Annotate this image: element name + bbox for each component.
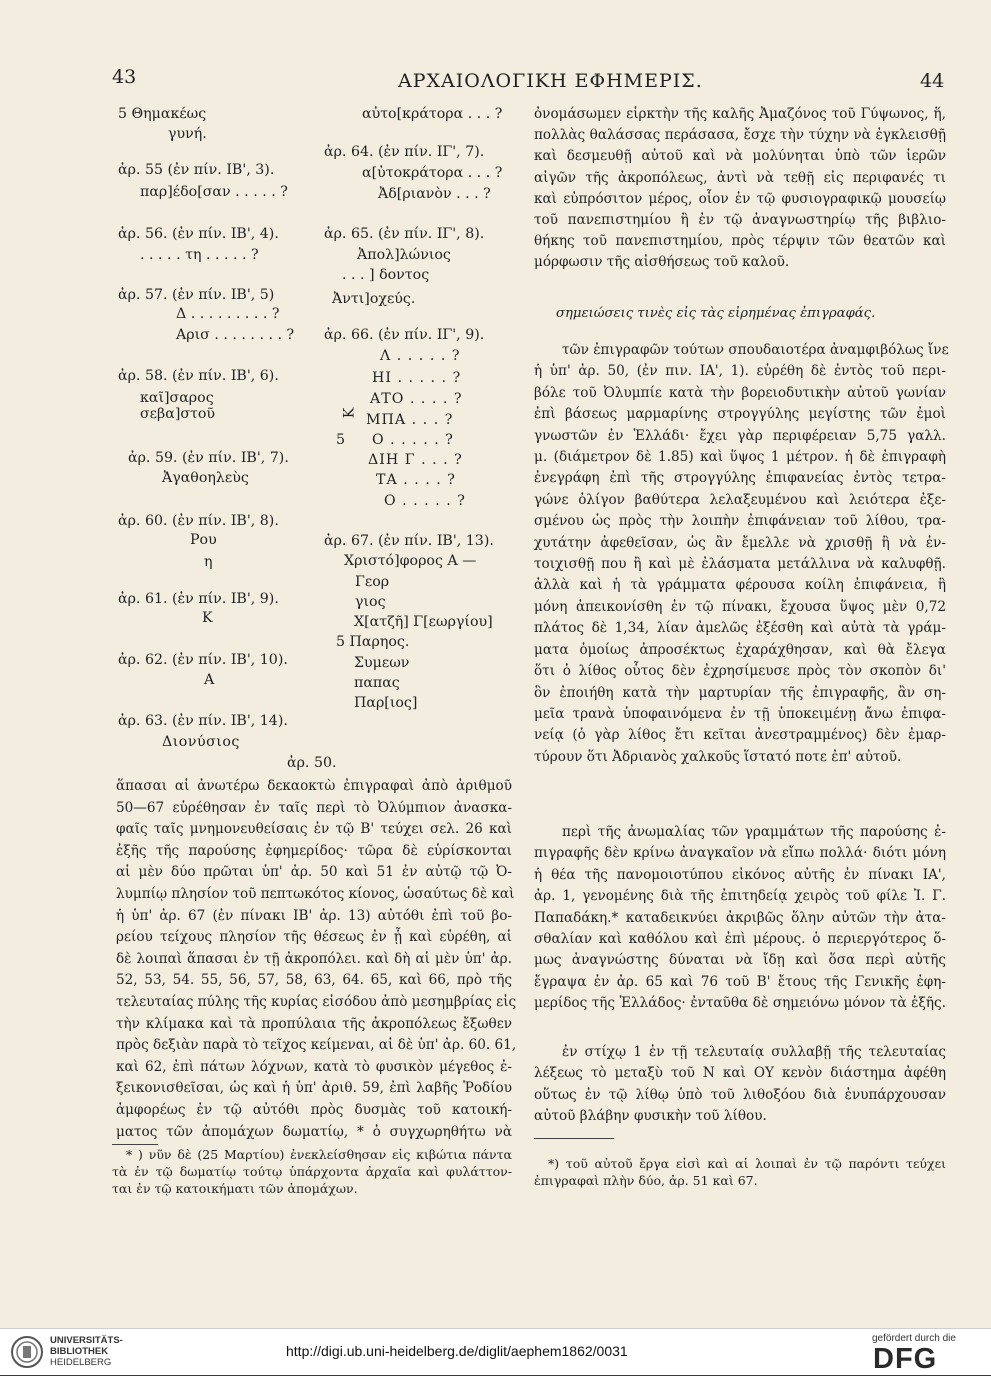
- inscription-line: σεβα]στοῦ: [140, 406, 216, 422]
- text-line: τελευταίας πύλης τῆς κυρίας εἰσόδου ἀπὸ μεσημβρίας εἰς: [116, 993, 517, 1010]
- footnote-line: * ) νῦν δὲ (25 Μαρτίου) ἐνεκλείσθησαν εἰς κιβώτια πάντα: [126, 1147, 512, 1162]
- text-line: δὲ λοιπαὶ ἅπασαι ἐν τῇ ἀκροπόλει. καὶ δὴ αἱ μὲν ὑπ' ἀρ.: [116, 950, 512, 967]
- inscription-heading: ἀρ. 55 (ἐν πίν. ΙΒ', 3).: [118, 162, 275, 178]
- inscription-line: Χ[ατζῆ] Γ[εωργίου]: [354, 614, 493, 630]
- inscription-heading: ἀρ. 66. (ἐν πίν. ΙΓ', 9).: [324, 327, 485, 343]
- footnote-line: ται ἐν τῷ κατοικήματι τῶν ἀπομάχων.: [112, 1181, 358, 1196]
- text-line: καὶ εὐπρόσιτον μέρος, οἷον ἐν τῷ φυσιογραφικῷ μουσείῳ: [534, 190, 946, 207]
- left-paragraph: [116, 776, 517, 1143]
- right-paragraph-1: [534, 104, 946, 274]
- inscription-heading: ἀρ. 50.: [287, 755, 337, 771]
- text-line: φαῖς ταῖς μνημονευθείσαις ἐν τῷ Β' τεύχει σελ. 26 καὶ: [116, 821, 512, 838]
- inscription-line: Δ . . . . . . . . . ?: [176, 306, 280, 322]
- inscription-line: Συμεων: [354, 655, 410, 671]
- inscription-heading: ἀρ. 59. (ἐν πίν. ΙΒ', 7).: [128, 450, 289, 466]
- inscription-line: 5 Παρηος.: [336, 634, 410, 650]
- text-line: μεῖα τρανὰ ὑποφαινόμενα ἐν τῇ ὑποκειμένῃ ἄνω ἐπιφα-: [534, 705, 946, 722]
- inscription-line: 5 Θημακέως: [118, 106, 207, 122]
- text-line: ἡ ὑπ' ἀρ. 67 (ἐν πίνακι ΙΒ' ἀρ. 13) αὐτόθι ἐπὶ τοῦ βο-: [116, 907, 512, 924]
- text-line: τῶν ἐπιγραφῶν τούτων σπουδαιοτέρα ἀναμφιβόλως ἴνε: [562, 342, 949, 358]
- inscription-line: αὐτο[κράτορα . . . ?: [362, 106, 503, 122]
- text-line: γνωστῶν ἐν Ἑλλάδι· ἔχει γὰρ περιφέρειαν 5,75 γαλλ.: [534, 427, 946, 444]
- inscription-heading: ἀρ. 63. (ἐν πίν. ΙΒ', 14).: [118, 713, 288, 729]
- inscription-heading: ἀρ. 61. (ἐν πίν. ΙΒ', 9).: [118, 591, 279, 607]
- text-line: ἡ ὑπ' ἀρ. 50, (ἐν πιν. ΙΑ', 1). εὑρέθη δὲ ἐντὸς τοῦ περι-: [534, 363, 946, 380]
- inscription-line: Γεορ: [355, 574, 390, 590]
- text-line: πιγραφῆς δὲν κρίνω ἀναγκαῖον νὰ εἴπω πολλά· διότι μόνη: [534, 845, 946, 862]
- inscription-line: . . . . . τη . . . . . ?: [140, 247, 259, 263]
- inscription-line: Ἀπολ]λώνιος: [357, 247, 451, 263]
- text-line: 50—67 εὑρέθησαν ἐν ταῖς περὶ τὸ Ὀλύμπιον ἀνασκα-: [116, 799, 512, 816]
- text-line: ἐπὶ βάσεως μαρμαρίνης στρογγύλης μεγίστης τῶν ἐμοὶ: [534, 406, 946, 423]
- text-line: ἔγραψα ἐν ἀρ. 65 καὶ 76 τοῦ Β' ἔτους τῆς Γενικῆς ἐφη-: [534, 973, 946, 990]
- text-line: αὐτοῦ βλάβην φυσικὴν τοῦ λίθου.: [534, 1108, 767, 1125]
- text-line: ἀρ. 1, γενομένης διὰ τῆς ἐπιτηδείᾳ χειρὸς τοῦ φίλε Ἰ. Γ.: [534, 888, 946, 905]
- text-line: ἀλλὰ καὶ ἡ τὰ γράμματα φέρουσα κοίλη ἐπιφάνεια, ἣ: [534, 577, 946, 594]
- text-line: σμένου ὡς πρὸς τὴν λοιπὴν ἐπιφάνειαν τοῦ λίθου, τρα-: [534, 513, 946, 530]
- text-line: τοιχισθῇ που ἢ καὶ μὲ ἐλάσματα μετάλλινα νὰ καλυφθῇ.: [534, 556, 946, 573]
- inscription-line: Διονύσιος: [162, 734, 240, 750]
- inscription-letter: Κ: [341, 407, 358, 419]
- text-line: οὕτως ἐν τῷ λίθῳ ὑπὸ τοῦ λιθοξόου διὰ ἐνυπάρχουσαν: [534, 1086, 946, 1103]
- inscription-line: η: [204, 554, 213, 570]
- footnote-rule: [534, 1138, 614, 1139]
- inscription-line: Ἀδ[ριανὸν . . . ?: [378, 186, 491, 202]
- text-line: σθαλίαν καὶ καθόλου καὶ ἐπὶ μέρους. ὁ περιεργότερος ὅ-: [534, 931, 946, 948]
- permalink-url[interactable]: http://digi.ub.uni-heidelberg.de/diglit/aephem1862/0031: [286, 1343, 628, 1359]
- text-line: νείᾳ (ὁ γὰρ λίθος ἔτι κεῖται ἀνεστραμμένος) δὲν ἐμαρ-: [534, 727, 946, 744]
- text-line: ἐνεγράφη ἐπὶ τῆς στρογγύλης ἐπιφανείας ἐντὸς τετρα-: [534, 470, 946, 487]
- inscription-line: Κ: [202, 610, 213, 626]
- left-footnote: [112, 1146, 512, 1197]
- text-line: καὶ 62, ἐπὶ πάτων λόχνων, κατὰ τὸ φυσικὸν μέγεθος ἐ-: [116, 1058, 512, 1075]
- inscription-heading: ἀρ. 64. (ἐν πίν. ΙΓ', 7).: [324, 144, 485, 160]
- text-line: αἰγῶν τῆς ἀκροπόλεως, ἀντὶ νὰ τεθῇ εἰς περιφανές τι: [534, 169, 946, 186]
- inscription-line: α[ὐτοκράτορα . . . ?: [362, 165, 503, 181]
- text-line: ὅτι ὁ λίθος οὗτος δὲν ἐχρησίμευσε πρὸς τὸν σκοπὸν δι': [534, 663, 946, 680]
- text-line: μ. (διάμετρον δὲ 1.85) καὶ ὕψος 1 μέτρον. ἡ δὲ ἐπιγραφὴ: [534, 449, 946, 466]
- inscription-line: ΤΑ . . . . ?: [376, 472, 456, 488]
- text-line: ἐν στίχῳ 1 ἐν τῇ τελευταίᾳ συλλαβῇ τῆς τελευταίας: [562, 1044, 946, 1060]
- text-line: καὶ δεσμευθῇ αὐτοῦ καὶ νὰ μολύνηται ὑπὸ τῶν ἱερῶν: [534, 148, 946, 165]
- text-line: 52, 53, 54. 55, 56, 57, 58, 63, 64. 65, καὶ 66, πρὸ τῆς: [116, 972, 512, 989]
- inscription-line-number: 5: [336, 432, 346, 448]
- text-line: γώνε ὀλίγον βαθύτερα λελαξευμένου καὶ λειότερα ἐξε-: [534, 491, 946, 508]
- text-line: τὴν κλίμακα καὶ τὰ προπύλαια τῆς ἀκροπόλεως ἔξωθεν: [116, 1015, 512, 1032]
- left-inscriptions: [0, 0, 503, 780]
- text-line: ματα ὁμοίως ἀπροσέκτως ἐχαράχθησαν, καὶ θὰ ἔλεγα: [534, 641, 946, 658]
- viewer-footer: [0, 1328, 991, 1375]
- inscription-line: . . . ] δοντος: [342, 267, 430, 283]
- right-paragraph-2: [534, 340, 949, 768]
- inscription-line: Ἀντι]οχεύς.: [332, 291, 416, 307]
- right-paragraph-4: [534, 1042, 946, 1128]
- inscription-heading: ἀρ. 58. (ἐν πίν. ΙΒ', 6).: [118, 368, 279, 384]
- inscription-line: γιος: [355, 594, 386, 610]
- inscription-line: Χριστό]φορος Α —: [344, 553, 477, 569]
- inscription-heading: ἀρ. 60. (ἐν πίν. ΙΒ', 8).: [118, 513, 279, 529]
- inscription-line: παπας: [354, 675, 400, 691]
- sponsor-caption: gefördert durch die: [872, 1333, 956, 1344]
- text-line: βόλε τοῦ Ὀλυμπίε κατὰ τὴν βορειοδυτικὴν αὐτοῦ γωνίαν: [534, 384, 946, 401]
- text-line: ὃν ἐποιήθη κατὰ τὴν μαρτυρίαν τῆς ἐπιγραφῆς, ἂν ση-: [534, 684, 946, 701]
- university-library-name[interactable]: UNIVERSITÄTS- BIBLIOTHEK HEIDELBERG: [50, 1335, 123, 1368]
- page-number-left: 43: [112, 66, 137, 88]
- running-title: ΑΡΧΑΙΟΛΟΓΙΚΗ ΕΦΗΜΕΡΙΣ.: [398, 70, 703, 92]
- inscription-line: ΑΤΟ . . . . ?: [370, 391, 463, 407]
- text-line: ματος τῶν ἀπομάχων δωματίῳ, * ὁ συγχωρηθήτω νὰ: [116, 1123, 512, 1140]
- text-line: μερίδος τῆς Ἑλλάδος· ἐνταῦθα δὲ σημειόνω μόνον τὰ ἑξῆς.: [534, 995, 946, 1012]
- text-line: ὀνομάσωμεν εἱρκτὴν τῆς καλῆς Ἀμαζόνος τοῦ Γύψωνος, ἥ,: [534, 106, 946, 122]
- text-line: αἱ μὲν δύο πρῶται ὑπ' ἀρ. 50 καὶ 51 ἐν αὐτῷ τῷ Ὀ-: [116, 864, 512, 881]
- dfg-logo[interactable]: DFG: [873, 1343, 938, 1375]
- inscription-line: παρ]έδο[σαν . . . . . ?: [140, 184, 288, 200]
- text-line: τύρουν ὅτι Ἀδριανὸς χαλκοῦς ἵστατό ποτε ἐπ' αὐτοῦ.: [534, 748, 902, 765]
- text-line: μως ἀναγνώστης δύναται νὰ ἴδῃ καὶ ὅσα περὶ αὐτῆς: [534, 952, 946, 969]
- text-line: πολλὰς θαλάσσας περάσασα, ἔσχε τὴν τύχην νὰ ἐγκλεισθῇ: [534, 127, 946, 144]
- section-subheading: σημειώσεις τινὲς εἰς τὰς εἰρημένας ἐπιγραφάς.: [556, 306, 876, 321]
- text-line: ρείου τείχους πλησίον τῆς θέσεως ἐν ᾗ καὶ εὑρέθη, αἱ: [116, 929, 512, 946]
- text-line: τοῦ πανεπιστημίου ἢ ἐν τῷ ἀναγνωστηρίῳ τῆς βιβλιο-: [534, 212, 946, 229]
- text-line: ἀμφορέως ἐν τῷ αὐτόθι πρὸς δυσμὰς τοῦ κατοική-: [116, 1101, 512, 1118]
- footnote-line: τὰ ἐν τῷ δωματίῳ τούτῳ ὑπάρχοντα ἀρχαῖα καὶ φυλάττον-: [112, 1164, 512, 1179]
- inscription-line: Αρισ . . . . . . . . ?: [176, 327, 295, 343]
- inscription-line: Α: [204, 672, 215, 688]
- inscription-line: Ρου: [190, 532, 217, 548]
- inscription-heading: ἀρ. 56. (ἐν πίν. ΙΒ', 4).: [118, 226, 279, 242]
- inscription-line: ΗΙ . . . . . ?: [372, 370, 462, 386]
- inscription-heading: ἀρ. 62. (ἐν πίν. ΙΒ', 10).: [118, 652, 288, 668]
- text-line: μόρφωσιν τῆς αἰσθήσεως τοῦ καλοῦ.: [534, 254, 790, 271]
- text-line: θήκης τοῦ πανεπιστημίου, πρὸς τέρψιν τῶν θεατῶν καὶ: [534, 233, 946, 250]
- inscription-line: Λ . . . . . ?: [380, 348, 461, 364]
- text-line: πρὸς δεξιὰν παρὰ τὸ τεῖχος κείμεναι, αἱ δὲ ὑπ' ἀρ. 60. 61,: [116, 1037, 517, 1054]
- inscription-line: Ἀγαθοηλεὺς: [162, 470, 249, 486]
- text-line: περὶ τῆς ἀνωμαλίας τῶν γραμμάτων τῆς παρούσης ἐ-: [562, 824, 946, 840]
- inscription-line: καῖ]σαρος: [140, 390, 214, 406]
- text-line: πλάτος δὲ 1,34, λίαν ἀμελῶς ἐξέσθη καὶ αὐτὰ τὰ γράμ-: [534, 620, 946, 637]
- inscription-line: γυνή.: [168, 126, 207, 142]
- inscription-heading: ἀρ. 65. (ἐν πίν. ΙΓ', 8).: [324, 226, 485, 242]
- footnote-line: ἐπιγραφαὶ πλὴν δύο, ἀρ. 51 καὶ 67.: [534, 1173, 758, 1188]
- text-line: μόνη ἀπεικονίσθη ἐν τῷ πίνακι, ἔχουσα ὕψος μὲν 0,72: [534, 598, 946, 615]
- inscription-line: Ο . . . . . ?: [384, 493, 466, 509]
- text-line: λέξεως τὸ μεταξὺ τοῦ Ν καὶ ΟΥ κενὸν διάστημα ἀφέθη: [534, 1065, 946, 1082]
- text-line: λυμπίῳ πλησίον τοῦ πεπτωκότος κίονος, ὡσαύτως δὲ καὶ: [116, 885, 515, 902]
- footnote-rule: [112, 1144, 158, 1145]
- text-line: χυτάτην ἀφεθεῖσαν, ὡς ἂν ἔμελλε νὰ χρισθῇ ἢ νὰ ἐν-: [534, 534, 946, 551]
- right-paragraph-3: [534, 822, 946, 1015]
- page-number-right: 44: [920, 70, 945, 92]
- university-seal-icon[interactable]: [10, 1335, 44, 1369]
- text-line: ἅπασαι αἱ ἀνωτέρω δεκαοκτὼ ἐπιγραφαὶ ἀπὸ ἀριθμοῦ: [116, 778, 512, 794]
- right-footnote: [534, 1155, 946, 1189]
- inscription-line: Ο . . . . . ?: [372, 432, 454, 448]
- inscription-line: ΔΙΗ Γ . . . ?: [368, 452, 463, 468]
- inscription-line: Παρ[ιος]: [354, 695, 418, 711]
- footnote-line: *) τοῦ αὐτοῦ ἔργα εἰσὶ καὶ αἱ λοιπαὶ ἐν τῷ παρόντι τεύχει: [548, 1156, 946, 1171]
- text-line: ἑξῆς τῆς παρούσης ἐφημερίδος· τῶρα δὲ εὑρίσκονται: [116, 842, 512, 859]
- inscription-line: ΜΠΑ . . . ?: [366, 412, 454, 428]
- text-line: ξεικονισθεῖσαι, ὡς καὶ ἡ ὑπ' ἀριθ. 59, ἐπὶ λαβῆς Ῥοδίου: [116, 1080, 512, 1097]
- text-line: Παπαδάκη.* καταδεικνύει ἀκριβῶς ὅλην αὐτῶν τὴν ἀτα-: [534, 909, 946, 926]
- inscription-heading: ἀρ. 67. (ἐν πίν. ΙΒ', 13).: [324, 533, 494, 549]
- inscription-heading: ἀρ. 57. (ἐν πίν. ΙΒ', 5): [118, 287, 275, 303]
- text-line: ἡ θέα τῆς πανομοιοτύπου εἰκόνος αὐτῆς ἐν πίνακι ΙΑ',: [534, 866, 946, 883]
